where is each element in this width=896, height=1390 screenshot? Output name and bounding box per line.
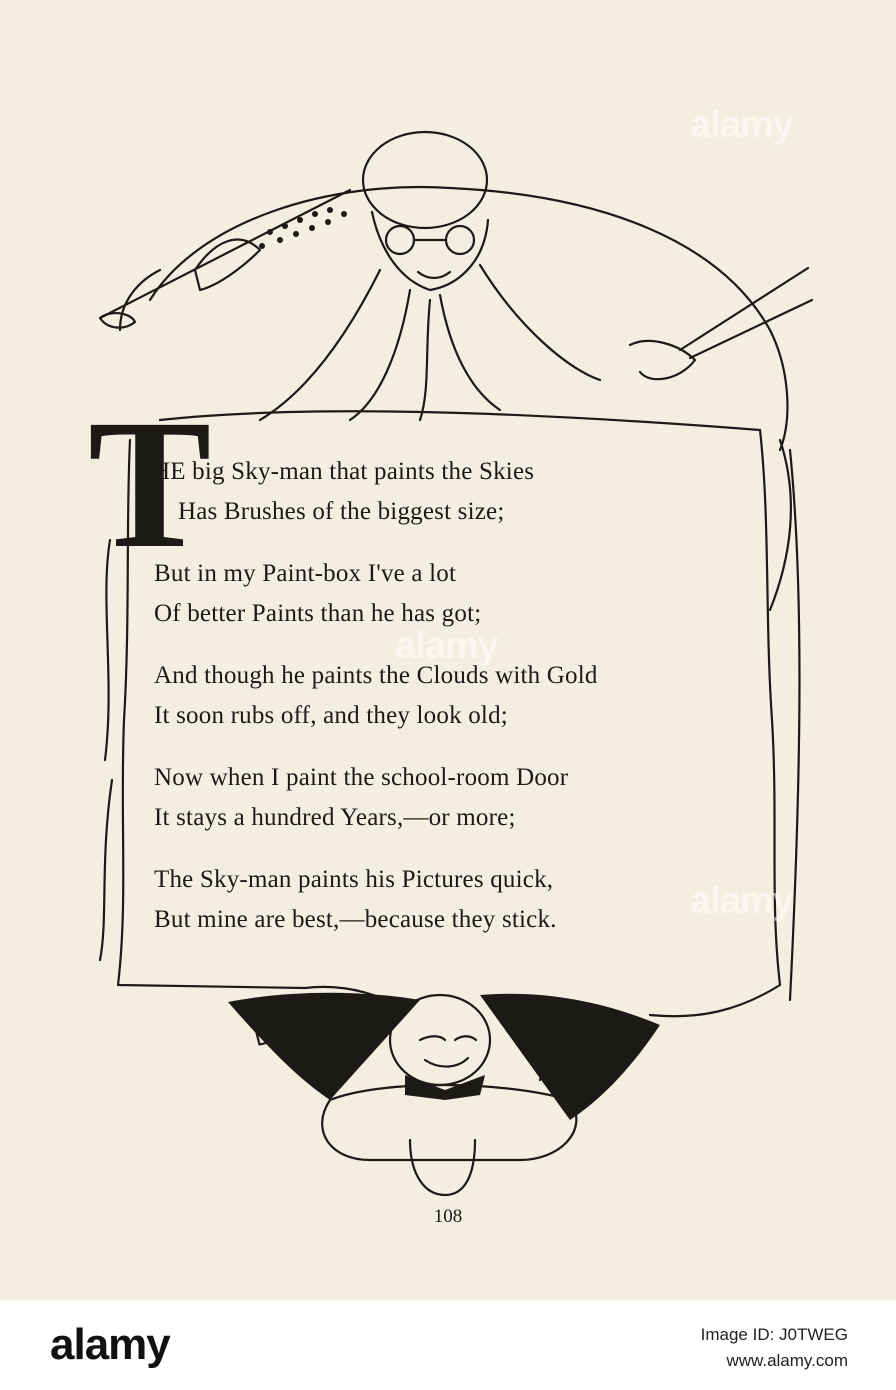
glasses-left xyxy=(386,226,414,254)
stanza-3 xyxy=(154,656,774,736)
poem xyxy=(154,452,774,962)
poem-line: The Sky-man paints his Pictures quick, xyxy=(154,866,554,893)
poem-line: And though he paints the Clouds with Gold xyxy=(154,662,598,689)
poem-line: Of better Paints than he has got; xyxy=(154,600,482,627)
footer-meta xyxy=(701,1322,848,1374)
page-number: 108 xyxy=(433,1206,463,1227)
poem-line: Now when I paint the school-room Door xyxy=(154,764,569,791)
sky-man-brush xyxy=(100,190,350,318)
sky-dome-outline xyxy=(150,187,787,450)
glasses-right xyxy=(446,226,474,254)
footer-url: www.alamy.com xyxy=(726,1351,848,1370)
watermark: alamy xyxy=(690,104,793,146)
poem-line: It soon rubs off, and they look old; xyxy=(154,702,508,729)
dark-shape-right xyxy=(480,994,660,1120)
image-id: Image ID: J0TWEG xyxy=(700,1325,848,1344)
stock-footer xyxy=(0,1300,896,1390)
watermark: alamy xyxy=(690,880,793,922)
poem-line: But mine are best,—because they stick. xyxy=(154,906,557,933)
stanza-2 xyxy=(154,554,774,634)
stanza-4 xyxy=(154,758,774,838)
watermark: alamy xyxy=(395,625,498,667)
stanza-5 xyxy=(154,860,774,940)
drop-cap: T xyxy=(88,382,212,587)
scroll-top-edge xyxy=(160,411,760,430)
poem-line: It stays a hundred Years,—or more; xyxy=(154,804,516,831)
poem-line: But in my Paint-box I've a lot xyxy=(154,560,457,587)
poem-line: Has Brushes of the biggest size; xyxy=(178,498,505,525)
bow-tie xyxy=(405,1075,485,1100)
sky-man-hat xyxy=(363,132,487,228)
stanza-1 xyxy=(154,452,774,532)
alamy-logo: alamy xyxy=(50,1320,170,1369)
poem-line: HE big Sky-man that paints the Skies xyxy=(152,458,535,485)
